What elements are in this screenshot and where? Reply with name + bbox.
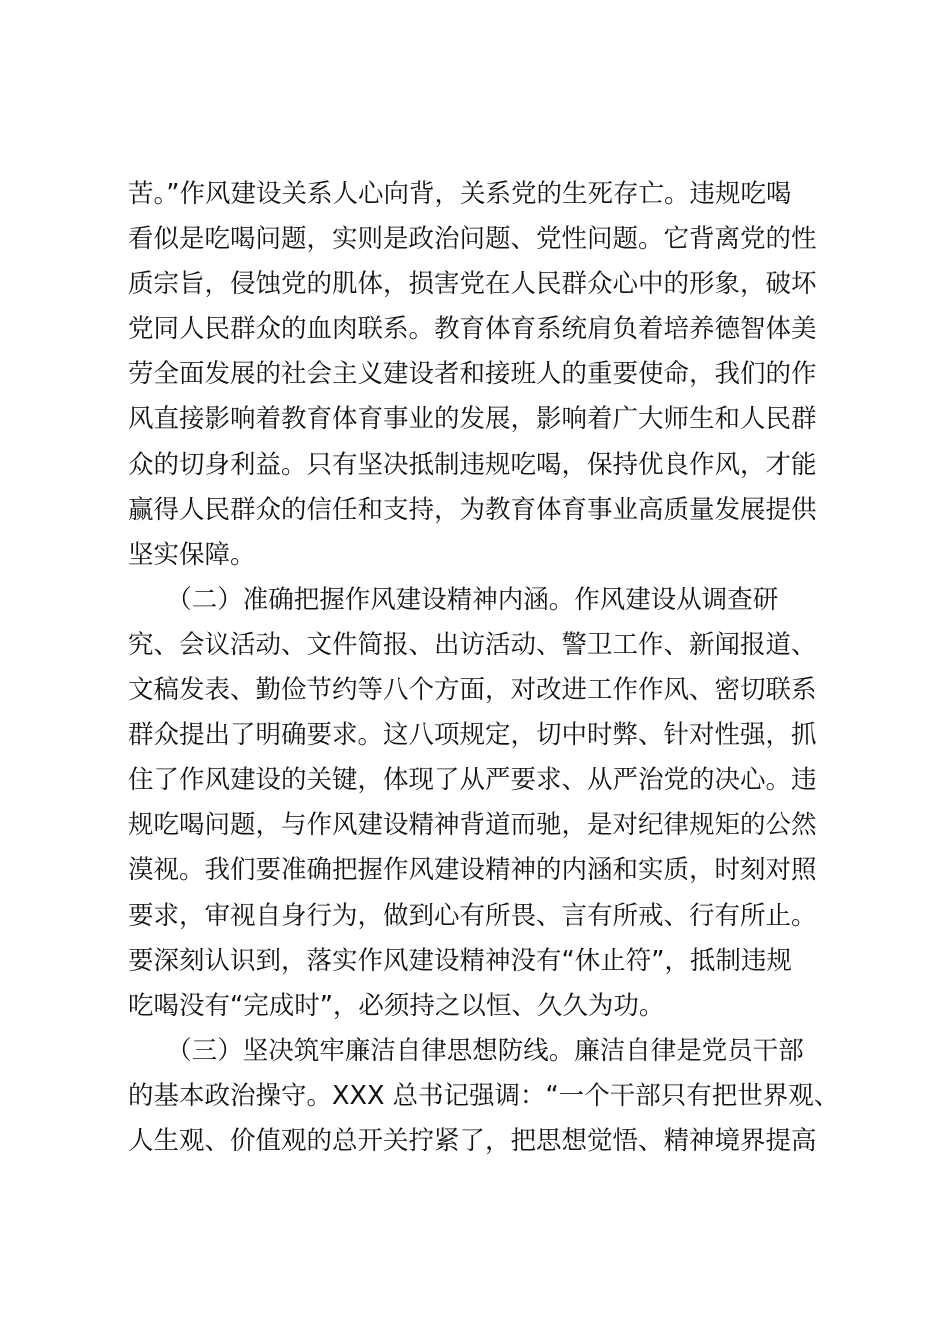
- section-heading-line: （三）坚决筑牢廉洁自律思想防线。廉洁自律是党员干部: [128, 1035, 804, 1066]
- text-line: 住了作风建设的关键，体现了从严要求、从严治党的决心。违: [128, 765, 817, 796]
- text-line: 看似是吃喝问题，实则是政治问题、党性问题。它背离党的性: [128, 224, 817, 255]
- text-line: 众的切身利益。只有坚决抵制违规吃喝，保持优良作风，才能: [128, 449, 817, 480]
- text-line: 苦。”作风建设关系人心向背，关系党的生死存亡。违规吃喝: [128, 179, 792, 209]
- text-line: 党同人民群众的血肉联系。教育体育系统肩负着培养德智体美: [128, 314, 817, 345]
- text-line: 漠视。我们要准确把握作风建设精神的内涵和实质，时刻对照: [128, 855, 817, 886]
- text-line: 群众提出了明确要求。这八项规定，切中时弊、针对性强，抓: [128, 720, 817, 751]
- text-line: 吃喝没有“完成时”，必须持之以恒、久久为功。: [128, 990, 665, 1021]
- text-line: 规吃喝问题，与作风建设精神背道而驰，是对纪律规矩的公然: [128, 810, 817, 841]
- text-line: 风直接影响着教育体育事业的发展，影响着广大师生和人民群: [128, 404, 817, 435]
- section-heading-line: （二）准确把握作风建设精神内涵。作风建设从调查研: [128, 584, 779, 615]
- text-line: 赢得人民群众的信任和支持，为教育体育事业高质量发展提供: [128, 494, 817, 525]
- document-body: [128, 172, 848, 1164]
- text-line: 人生观、价值观的总开关拧紧了，把思想觉悟、精神境界提高: [128, 1125, 817, 1156]
- text-line: 的基本政治操守。XXX 总书记强调：“一个干部只有把世界观、: [128, 1080, 840, 1111]
- text-line: 劳全面发展的社会主义建设者和接班人的重要使命，我们的作: [128, 359, 817, 390]
- text-line: 坚实保障。: [128, 539, 256, 570]
- text-line: 要深刻认识到，落实作风建设精神没有“休止符”，抵制违规: [128, 945, 792, 976]
- text-line: 文稿发表、勤俭节约等八个方面，对改进工作作风、密切联系: [128, 675, 817, 706]
- text-line: 要求，审视自身行为，做到心有所畏、言有所戒、行有所止。: [128, 900, 817, 931]
- text-line: 究、会议活动、文件简报、出访活动、警卫工作、新闻报道、: [128, 629, 817, 660]
- text-line: 质宗旨，侵蚀党的肌体，损害党在人民群众心中的形象，破坏: [128, 269, 817, 300]
